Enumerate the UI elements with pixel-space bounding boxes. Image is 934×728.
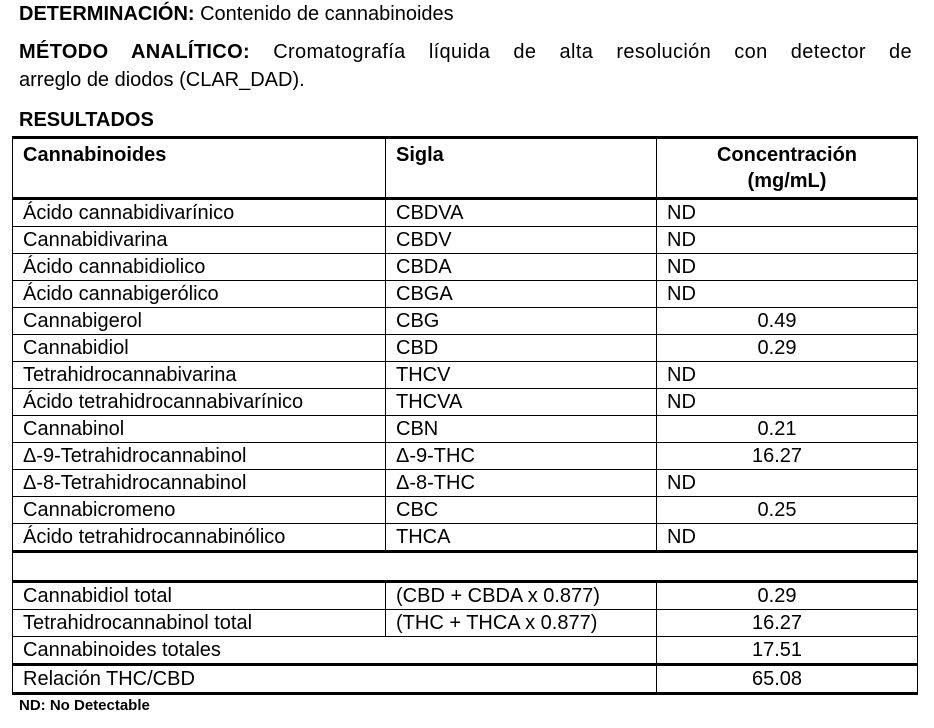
total-name: Cannabidiol total [13, 582, 386, 610]
cannabinoid-sigla: THCV [386, 362, 657, 389]
cannabinoid-sigla: Δ-8-THC [386, 470, 657, 497]
cannabinoid-sigla: Δ-9-THC [386, 443, 657, 470]
total-formula: (CBD + CBDA x 0.877) [386, 582, 657, 610]
metodo-label: MÉTODO ANALÍTICO: [19, 41, 251, 63]
total-conc: 65.08 [657, 665, 918, 694]
totals-row [13, 637, 918, 665]
cannabinoid-name: Δ-8-Tetrahidrocannabinol [13, 470, 386, 497]
totals-row [13, 582, 918, 610]
table-row [13, 199, 918, 227]
table-row [13, 443, 918, 470]
header-sigla: Sigla [386, 138, 657, 199]
cannabinoid-conc: 0.25 [657, 497, 918, 524]
cannabinoid-sigla: THCVA [386, 389, 657, 416]
total-formula: (THC + THCA x 0.877) [386, 610, 657, 637]
cannabinoid-sigla: CBGA [386, 281, 657, 308]
cannabinoid-conc: ND [657, 362, 918, 389]
cannabinoid-conc: 0.21 [657, 416, 918, 443]
cannabinoid-name: Ácido tetrahidrocannabivarínico [13, 389, 386, 416]
cannabinoid-conc: 16.27 [657, 443, 918, 470]
resultados-title: RESULTADOS [19, 109, 154, 131]
cannabinoid-sigla: CBDVA [386, 199, 657, 227]
cannabinoid-name: Cannabigerol [13, 308, 386, 335]
table-row [13, 524, 918, 552]
totals-row [13, 665, 918, 694]
cannabinoid-conc: ND [657, 254, 918, 281]
determinacion-value: Contenido de cannabinoides [200, 3, 454, 25]
cannabinoid-name: Ácido cannabidiolico [13, 254, 386, 281]
table-row [13, 497, 918, 524]
total-name: Relación THC/CBD [13, 665, 657, 694]
cannabinoid-name: Cannabidivarina [13, 227, 386, 254]
totals-row [13, 610, 918, 637]
cannabinoid-name: Tetrahidrocannabivarina [13, 362, 386, 389]
table-row [13, 416, 918, 443]
table-row [13, 389, 918, 416]
table-row [13, 335, 918, 362]
cannabinoid-sigla: THCA [386, 524, 657, 552]
table-row [13, 227, 918, 254]
metodo-value-line2: arreglo de diodos (CLAR_DAD). [19, 69, 305, 91]
cannabinoid-conc: ND [657, 227, 918, 254]
cannabinoid-conc: ND [657, 524, 918, 552]
cannabinoid-name: Ácido cannabigerólico [13, 281, 386, 308]
header-concentracion [657, 138, 918, 199]
cannabinoid-name: Cannabidiol [13, 335, 386, 362]
table-row [13, 470, 918, 497]
cannabinoid-conc: 0.29 [657, 335, 918, 362]
header-conc-line2: (mg/mL) [747, 170, 827, 192]
cannabinoid-sigla: CBDA [386, 254, 657, 281]
table-row [13, 254, 918, 281]
total-conc: 17.51 [657, 637, 918, 665]
cannabinoid-sigla: CBDV [386, 227, 657, 254]
cannabinoid-name: Δ-9-Tetrahidrocannabinol [13, 443, 386, 470]
cannabinoid-conc: 0.49 [657, 308, 918, 335]
cannabinoid-name: Ácido tetrahidrocannabinólico [13, 524, 386, 552]
cannabinoid-conc: ND [657, 199, 918, 227]
footnote: ND: No Detectable [19, 697, 150, 714]
total-name: Cannabinoides totales [13, 637, 657, 665]
separator-cell [13, 552, 918, 582]
separator-row [13, 552, 918, 582]
total-name: Tetrahidrocannabinol total [13, 610, 386, 637]
cannabinoid-conc: ND [657, 389, 918, 416]
total-conc: 16.27 [657, 610, 918, 637]
cannabinoid-sigla: CBD [386, 335, 657, 362]
results-table [12, 136, 918, 695]
cannabinoid-conc: ND [657, 281, 918, 308]
cannabinoid-name: Cannabinol [13, 416, 386, 443]
table-row [13, 308, 918, 335]
table-row [13, 362, 918, 389]
cannabinoid-name: Cannabicromeno [13, 497, 386, 524]
table-row [13, 281, 918, 308]
header-conc-line1: Concentración [716, 144, 858, 166]
cannabinoid-conc: ND [657, 470, 918, 497]
cannabinoid-name: Ácido cannabidivarínico [13, 199, 386, 227]
metodo-line [19, 41, 912, 64]
metodo-value-line1: Cromatografía líquida de alta resolución con detector de [273, 41, 912, 63]
cannabinoid-sigla: CBG [386, 308, 657, 335]
total-conc: 0.29 [657, 582, 918, 610]
cannabinoid-sigla: CBN [386, 416, 657, 443]
determinacion-line [19, 3, 454, 26]
determinacion-label: DETERMINACIÓN: [19, 3, 195, 25]
header-cannabinoides: Cannabinoides [13, 138, 386, 199]
cannabinoid-sigla: CBC [386, 497, 657, 524]
